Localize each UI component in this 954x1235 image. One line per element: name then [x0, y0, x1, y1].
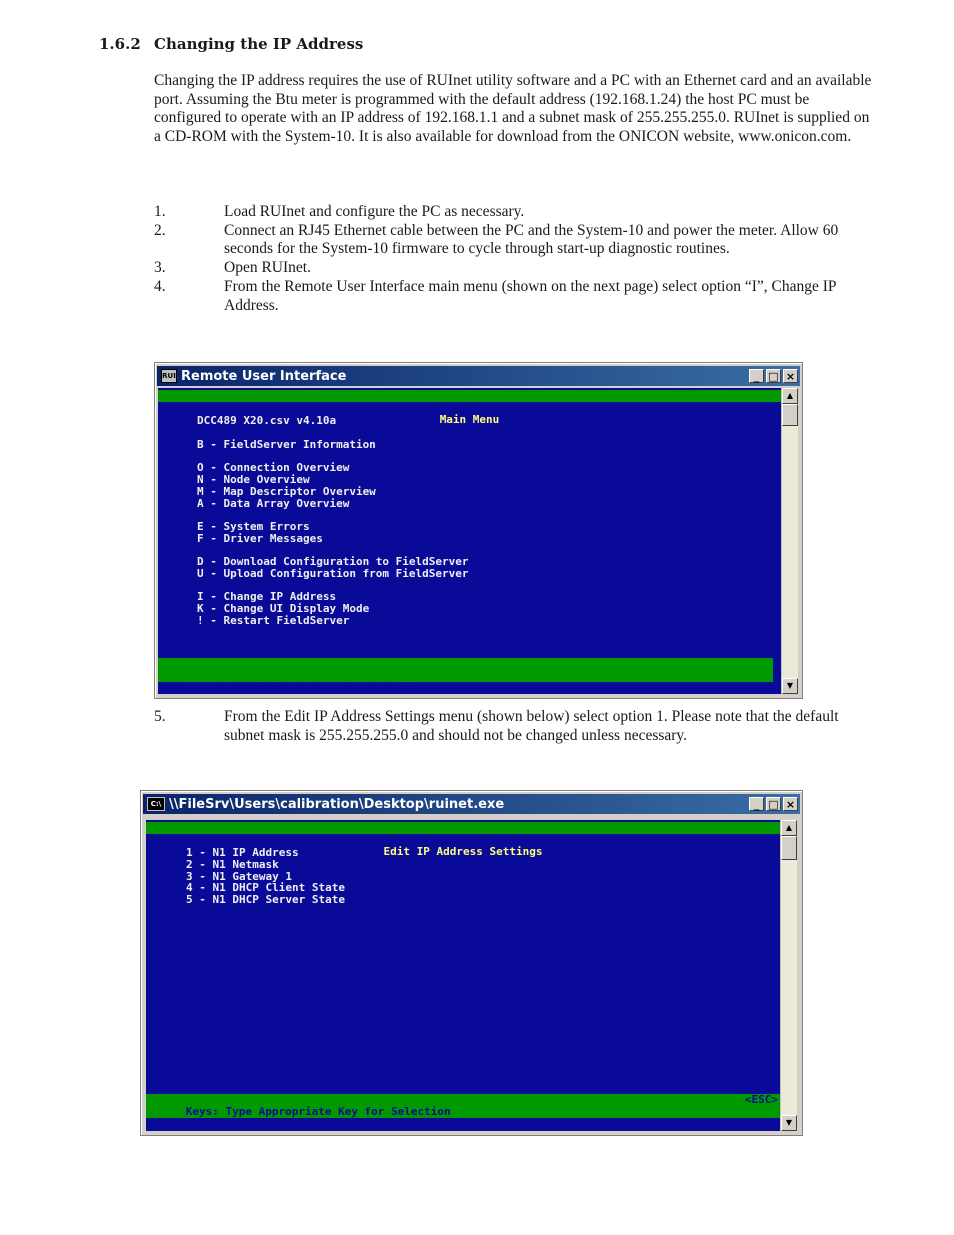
step-text: Open RUInet. — [224, 259, 311, 277]
maximize-button[interactable]: □ — [766, 797, 781, 811]
step-number: 4. — [154, 277, 166, 295]
ruinet-console-window[interactable] — [140, 790, 803, 1136]
menu-option[interactable]: A - Data Array Overview — [197, 496, 350, 510]
menu-option[interactable]: B - FieldServer Information — [197, 438, 376, 451]
step-text: From the Remote User Interface main menu (shown on the next page) select option “I”, Change IP Address. — [224, 277, 836, 314]
vertical-scrollbar[interactable] — [781, 388, 798, 694]
minimize-button[interactable]: _ — [749, 369, 764, 383]
close-button[interactable]: × — [783, 369, 798, 383]
step-5 — [154, 708, 874, 745]
window-title: Remote User Interface — [181, 368, 347, 384]
minimize-button[interactable]: _ — [749, 797, 764, 811]
window-title: \\FileSrv\Users\calibration\Desktop\ruinet.exe — [169, 796, 505, 812]
menu-option[interactable]: M - Map Descriptor Overview — [197, 484, 376, 498]
menu-option[interactable]: I - Change IP Address — [197, 590, 337, 604]
step-text: From the Edit IP Address Settings menu (shown below) select option 1. Please note that the default subnet mask is 255.255.255.0 and should not be changed unless necessary. — [224, 708, 839, 744]
step-number: 3. — [154, 259, 166, 277]
scroll-thumb[interactable] — [782, 404, 798, 426]
menu-option[interactable]: 5 - N1 DHCP Server State — [186, 893, 345, 907]
step-number: 1. — [154, 203, 166, 220]
menu-title: Main Menu — [439, 413, 500, 426]
maximize-button[interactable]: □ — [766, 369, 781, 383]
scroll-down-button[interactable]: ▼ — [782, 678, 798, 694]
step-number: 5. — [154, 708, 166, 725]
section-number: 1.6.2 — [99, 35, 141, 53]
intro-paragraph: Changing the IP address requires the use of RUInet utility software and a PC with an Ethernet card and an available port. Assuming the Btu meter is programmed with the default address (192.168.1.24) the host PC must be configured to operate with an IP address of 192.168.1.1 and a subnet mask of 255.255.255.0. RUInet is supplied on a CD-ROM with the System-10. It is also available for download from the ONICON website, www.onicon.com. — [154, 72, 872, 146]
console-app-icon: C:\ — [147, 797, 165, 811]
keys-line: Keys: Type Appropriate Key for Selection — [185, 1105, 451, 1118]
console-area[interactable] — [158, 388, 781, 694]
scroll-down-button[interactable]: ▼ — [781, 1115, 797, 1131]
step-item — [154, 259, 874, 278]
vertical-scrollbar[interactable] — [780, 820, 797, 1131]
step-item — [154, 222, 874, 259]
menu-option[interactable]: E - System Errors — [197, 519, 310, 533]
version-line: DCC489 X20.csv v4.10a — [197, 414, 337, 427]
keys-bar — [158, 658, 773, 694]
menu-option[interactable]: U - Upload Configuration from FieldServer — [197, 566, 469, 580]
menu-option[interactable]: 2 - N1 Netmask — [186, 857, 279, 871]
console-area[interactable] — [146, 820, 780, 1131]
step-item — [154, 708, 874, 745]
close-button[interactable]: × — [783, 797, 798, 811]
step-text: Connect an RJ45 Ethernet cable between the PC and the System-10 and power the meter. Allow 60 seconds for the System-10 firmware to cycle through start-up diagnostic routines. — [224, 221, 839, 258]
keys-bar — [146, 1094, 780, 1118]
section-heading — [99, 35, 363, 53]
menu-option[interactable]: N - Node Overview — [197, 473, 310, 487]
steps-list — [154, 203, 874, 315]
step-item — [154, 278, 874, 315]
menu-option[interactable]: D - Download Configuration to FieldServer — [197, 555, 469, 568]
scroll-thumb[interactable] — [781, 836, 797, 860]
menu-option[interactable]: 3 - N1 Gateway 1 — [186, 869, 292, 883]
step-number: 2. — [154, 221, 166, 239]
menu-option[interactable]: ! - Restart FieldServer — [197, 613, 350, 627]
menu-option[interactable]: O - Connection Overview — [197, 461, 350, 475]
esc-key-label: <ESC> — [744, 1093, 778, 1106]
menu-option[interactable]: F - Driver Messages — [197, 531, 323, 545]
menu-option[interactable]: 4 - N1 DHCP Client State — [186, 881, 345, 895]
scroll-up-button[interactable]: ▲ — [782, 388, 798, 404]
section-title: Changing the IP Address — [154, 35, 364, 53]
menu-option[interactable]: 1 - N1 IP Address — [186, 846, 299, 859]
step-text: Load RUInet and configure the PC as necessary. — [224, 203, 525, 220]
menu-option[interactable]: K - Change UI Display Mode — [197, 601, 370, 615]
window-titlebar[interactable] — [157, 366, 800, 386]
remote-user-interface-window[interactable] — [154, 362, 803, 699]
menu-title: Edit IP Address Settings — [383, 845, 543, 858]
scroll-up-button[interactable]: ▲ — [781, 820, 797, 836]
rui-app-icon: RUI — [161, 369, 177, 383]
window-titlebar[interactable] — [143, 794, 800, 814]
step-item — [154, 203, 874, 222]
keys-line-1: Keys: Type Appropriate Key for Selection — [158, 681, 423, 694]
